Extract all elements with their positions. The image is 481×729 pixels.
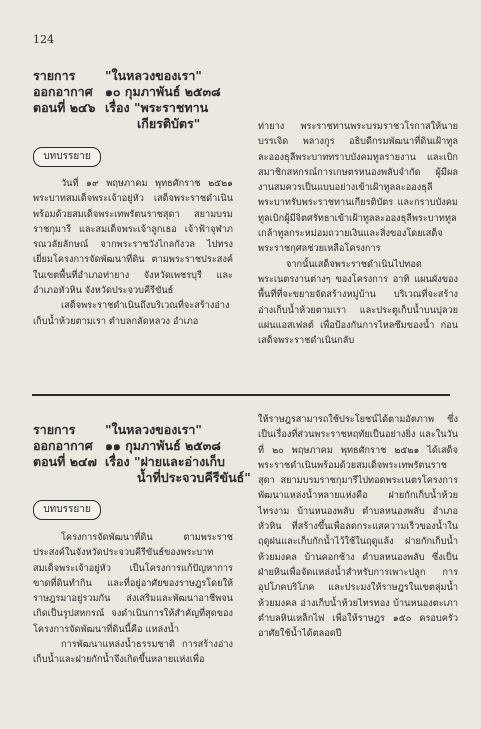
article1-header (33, 68, 253, 136)
episode-subject: เรื่อง "พระราชทาน (105, 100, 209, 115)
broadcast-label: ออกอากาศ (33, 438, 93, 453)
program-label: รายการ (33, 68, 76, 83)
episode-subject-cont: น้ำที่ประจวบคีรีขันธ์" (137, 470, 251, 485)
page-number: 124 (33, 33, 54, 46)
broadcast-date: ๑๐ กุมภาพันธ์ ๒๕๓๘ (105, 84, 221, 99)
episode-subject-cont: เกียรติบัตร" (137, 116, 201, 131)
article1-right-column (258, 119, 458, 348)
narration-badge: บทบรรยาย (33, 147, 101, 167)
paragraph: การพัฒนาแหล่งน้ำธรรมชาติ การสร้างอ่างเก็บน้ำและฝายกักน้ำจึงเกิดขึ้นหลายแห่งเพื่อ (33, 639, 233, 666)
article2-header (33, 422, 253, 490)
program-title: "ในหลวงของเรา" (105, 68, 202, 83)
program-label: รายการ (33, 422, 76, 437)
paragraph: วันที่ ๑๙ พฤษภาคม พุทธศักราช ๒๕๒๑ พระบาทสมเด็จพระเจ้าอยู่หัว เสด็จพระราชดำเนินพร้อมด้วยสมเด็จพระเทพรัตนราชสุดา สยามบรมราชกุมารี และสมเด็จพระเจ้าลูกเธอ เจ้าฟ้าจุฬาภรณวลัยลักษณ์ จากพระราชวังไกลกังวล ไปทรงเยี่ยมโครงการจัดพัฒนาที่ดิน ตามพระราชประสงค์ ในเขตพื้นที่อำเภอท่ายาง จังหวัดเพชรบุรี และอำเภอหัวหิน จังหวัดประจวบคีรีขันธ์ (33, 178, 233, 297)
article2-right-column (258, 412, 458, 641)
section-divider (32, 394, 450, 396)
broadcast-date: ๑๑ กุมภาพันธ์ ๒๕๓๘ (105, 438, 221, 453)
episode-label: ตอนที่ ๒๔๗ (33, 454, 97, 469)
paragraph: โครงการจัดพัฒนาที่ดิน ตามพระราชประสงค์ในจังหวัดประจวบคีรีขันธ์ของพระบาทสมเด็จพระเจ้าอยู่หัว เป็นโครงการแก้ปัญหาการขาดที่ดินทำกิน และที่อยู่อาศัยของราษฎรโดยให้ราษฎรมาอยู่รวมกัน ส่งเสริมและพัฒนาอาชีพจนเกิดเป็นรูปสหกรณ์ จงดำเนินการให้สำคัญที่สุดของโครงการจัดพัฒนาที่ดินนี้คือ แหล่งน้ำ (33, 532, 233, 635)
paragraph: ให้ราษฎรสามารถใช้ประโยชน์ได้ตามอัตภาพ ซึ่งเป็นเรื่องที่ส่วนพระราชหฤทัยเป็นอย่างยิ่ง และในวันที่ ๒๐ พฤษภาคม พุทธศักราช ๒๕๒๑ ได้เสด็จพระราชดำเนินพร้อมด้วยสมเด็จพระเทพรัตนราชสุดา สยามบรมราชกุมารีไปทอดพระเนตรโครงการพัฒนาแหล่งน้ำหลายแห่งคือ ฝายกักเก็บน้ำห้วยไทรงาม บ้านหนองพลับ ตำบลหนองพลับ อำเภอหัวหิน ที่สร้างขึ้นเพื่อลดกระแสความเร็วของน้ำในฤดูฝนและเก็บกักน้ำไว้ใช้ในฤดูแล้ง ฝายกักเก็บน้ำห้วยมงคล บ้านคอกช้าง ตำบลหนองพลับ ซึ่งเป็นฝ่ายหินเพื่อจัดแหล่งน้ำสำหรับการเพาะปลูก การอุปโภคบริโภค และประมงให้ราษฎรในเขตลุ่มน้ำห้วยมงคล อ่างเก็บน้ำห้วยไทรทอง บ้านหนองตะเภา ตำบลหินเหล็กไฟ เพื่อให้ราษฎร ๑๕๐ ครอบครัวอาศัยใช้น้ำได้ตลอดปี (258, 414, 458, 640)
episode-subject: เรื่อง "ฝายและอ่างเก็บ (105, 454, 225, 469)
paragraph: จากนั้นเสด็จพระราชดำเนินไปทอดพระเนตรงานต่างๆ ของโครงการ อาทิ แผนผังของพื้นที่ที่จะขยายจัดสร้างหมู่บ้าน บริเวณที่จะสร้างอ่างเก็บน้ำห้วยตามเรา และประตูเก็บน้ำบนปุลวยแผ่นแอสเฟลต์ เพื่อป้องกันการไหลซึมของน้ำ ก่อนเสด็จพระราชดำเนินกลับ (258, 258, 458, 347)
episode-label: ตอนที่ ๒๔๖ (33, 100, 96, 115)
broadcast-label: ออกอากาศ (33, 84, 93, 99)
article1-left-column (33, 176, 233, 329)
article2-left-column (33, 530, 233, 668)
narration-badge: บทบรรยาย (33, 500, 101, 520)
paragraph: ท่ายาง พระราชทานพระบรมราชวโรกาสให้นายบรรเจิด พลางกูร อธิบดีกรมพัฒนาที่ดินเฝ้าทูลละอองธุลีพระบาททราบบังคมทูลรายงาน และเบิกสมาชิกสหกรณ์การเกษตรหนองพลับจำกัด ผู้มีผลงานสมควรเป็นแบบอย่างเข้าเฝ้าทูลละอองธุลีพระบาทรับพระราชทานเกียรติบัตร และกราบบังคมทูลเบิกผู้มีจิตศรัทธาเข้าเฝ้าทูลละอองธุลีพระบาททูลเกล้าทูลกระหม่อมถวายเงินและสิ่งของโดยเสด็จพระราชกุศลช่วยเหลือโครงการ (258, 121, 458, 255)
program-title: "ในหลวงของเรา" (105, 422, 202, 437)
paragraph: เสด็จพระราชดำเนินถึงบริเวณที่จะสร้างอ่างเก็บน้ำห้วยตามเรา ตำบลกลัดหลวง อำเภอ (33, 300, 230, 327)
